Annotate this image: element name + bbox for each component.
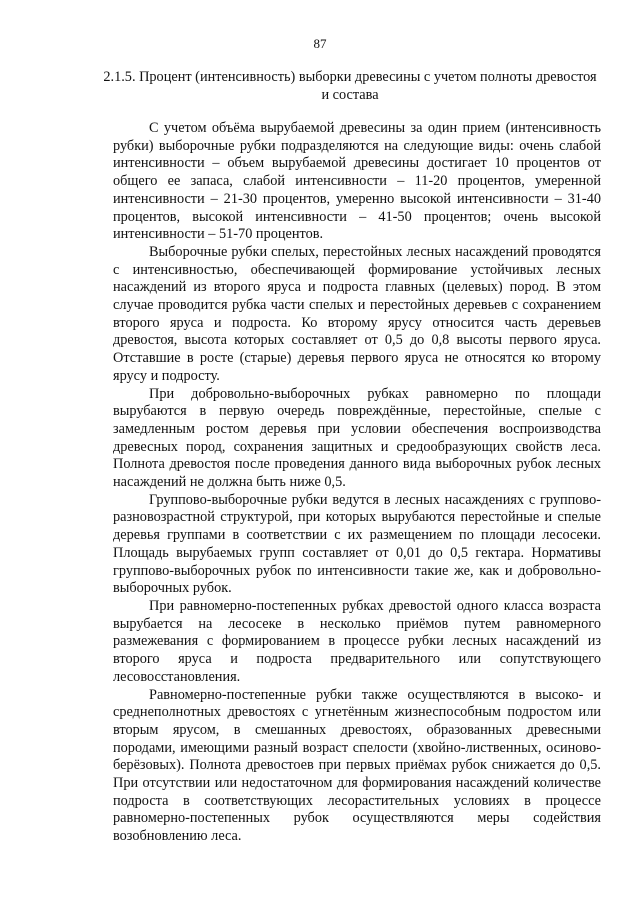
paragraph-selective-cutting-mature: Выборочные рубки спелых, перестойных лесных насаждений проводятся с интенсивностью, обеспечивающей формирование устойчивых лесных насаждений из второго яруса и подроста главных (целевых) пород. В этом случае проводится рубка части спелых и перестойных деревьев с сохранением второго яруса и подроста. Ко второму ярусу относится часть деревьев древостоя, высота которых составляет от 0,5 до 0,8 высоты первого яруса. Отставшие в росте (старые) деревья первого яруса не относятся ко второму ярусу и подросту. [113, 243, 601, 384]
section-heading: 2.1.5. Процент (интенсивность) выборки древесины с учетом полноты древостоя и состава [103, 69, 597, 103]
page-number: 87 [313, 36, 327, 51]
paragraph-intensity-types: С учетом объёма вырубаемой древесины за один прием (интенсивность рубки) выборочные рубки подразделяются на следующие виды: очень слабой интенсивности – объем вырубаемой древесины достигает 10 процентов от общего ее запаса, слабой интенсивности – 11-20 процентов, умеренной интенсивности – 21-30 процентов, умеренно высокой интенсивности – 31-40 процентов, высокой интенсивности – 41-50 процентов; очень высокой интенсивности – 51-70 процентов. [113, 120, 601, 243]
body-text [113, 120, 601, 846]
paragraph-voluntary-selective: При добровольно-выборочных рубках равномерно по площади вырубаются в первую очередь повреждённые, перестойные, спелые с замедленным ростом деревья при условии обеспечения воспроизводства древесных пород, сохранения защитных и средообразующих свойств леса. Полнота древостоя после проведения данного вида выборочных рубок лесных насаждений не должна быть ниже 0,5. [113, 385, 601, 491]
paragraph-uniform-gradual-density: Равномерно-постепенные рубки также осуществляются в высоко- и среднеполнотных древостоях с угнетённым жизнеспособным подростом или вторым ярусом, в смешанных древостоях, образованных древесными породами, имеющими разный возраст спелости (хвойно-лиственных, осиново-берёзовых). Полнота древостоев при первых приёмах рубок снижается до 0,5. При отсутствии или недостаточном для формирования насаждений количестве подроста в соответствующих лесорастительных условиях в процессе равномерно-постепенных рубок осуществляются меры содействия возобновлению леса. [113, 686, 601, 845]
paragraph-uniform-gradual: При равномерно-постепенных рубках древостой одного класса возраста вырубается на лесосеке в несколько приёмов путем равномерного размежевания с формированием в процессе рубки лесных насаждений из второго яруса и подроста предварительного или сопутствующего лесовосстановления. [113, 597, 601, 685]
paragraph-group-selective: Группово-выборочные рубки ведутся в лесных насаждениях с группово-разновозрастной структурой, при которых вырубаются перестойные и спелые деревья группами в соответствии с их размещением по площади лесосеки. Площадь вырубаемых групп составляет от 0,01 до 0,5 гектара. Нормативы группово-выборочных рубок по интенсивности такие же, как и добровольно-выборочных рубок. [113, 491, 601, 597]
